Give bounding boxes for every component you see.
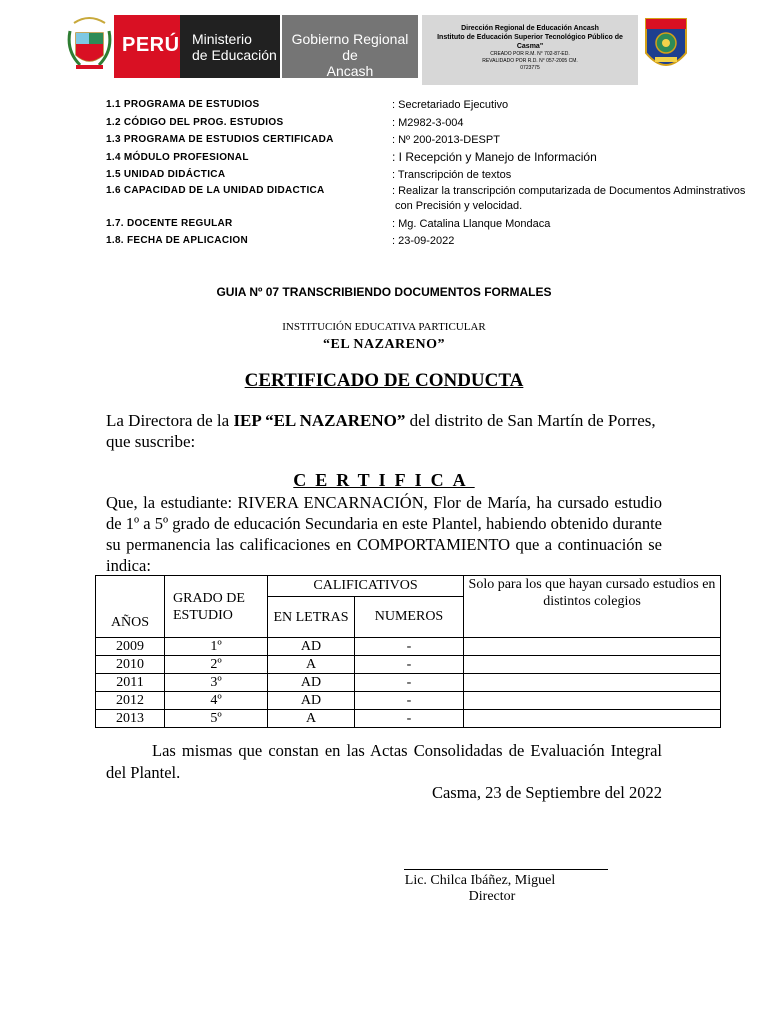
info-value: : Nº 200-2013-DESPT: [392, 134, 500, 146]
cell-note: [464, 710, 721, 728]
creado-line: CREADO POR R.M. N° 702-87-ED.: [490, 51, 570, 57]
header-calificativos: CALIFICATIVOS: [268, 576, 464, 597]
cell-letters: AD: [268, 692, 355, 710]
cell-letters: AD: [268, 674, 355, 692]
header-solo: Solo para los que hayan cursado estudios en distintos colegios: [464, 576, 721, 638]
cell-grade: 3º: [165, 674, 268, 692]
table-row: [96, 638, 721, 656]
direccion-regional: Dirección Regional de Educación Ancash: [461, 25, 599, 32]
table-header-row: [96, 576, 721, 597]
cell-year: 2009: [96, 638, 165, 656]
ministry-label-box: [180, 15, 280, 78]
cell-grade: 5º: [165, 710, 268, 728]
info-label: 1.4 MÓDULO PROFESIONAL: [106, 152, 249, 163]
instituto-name: Instituto de Educación Superior Tecnológico Público de Casma": [437, 34, 623, 50]
institution-type: INSTITUCIÓN EDUCATIVA PARTICULAR: [282, 321, 486, 333]
info-value: : I Recepción y Manejo de Información: [392, 150, 597, 164]
peru-coat-of-arms-icon: [66, 15, 113, 78]
gob-line2: Ancash: [326, 63, 374, 79]
info-value: : 23-09-2022: [392, 235, 455, 247]
info-label: 1.8. FECHA DE APLICACION: [106, 235, 249, 246]
cell-letters: AD: [268, 638, 355, 656]
cell-number: -: [355, 638, 464, 656]
cell-year: 2010: [96, 656, 165, 674]
cell-note: [464, 692, 721, 710]
cell-year: 2012: [96, 692, 165, 710]
intro-bold: IEP “EL NAZARENO”: [233, 411, 406, 430]
table-row: [96, 710, 721, 728]
table-row: [96, 674, 721, 692]
info-value: : Mg. Catalina Llanque Mondaca: [392, 218, 551, 230]
intro-post: del distrito de San Martín de Porres, que suscribe:: [106, 411, 656, 451]
cell-letters: A: [268, 710, 355, 728]
cell-grade: 4º: [165, 692, 268, 710]
intro-paragraph: [106, 410, 666, 452]
closing-paragraph: Las mismas que constan en las Actas Consolidadas de Evaluación Integral del Plantel.: [106, 741, 662, 782]
institute-info-box: [422, 15, 638, 85]
cell-note: [464, 638, 721, 656]
place-date: Casma, 23 de Septiembre del 2022: [431, 783, 662, 802]
header-anos: AÑOS: [96, 576, 165, 638]
header-en-letras: EN LETRAS: [268, 597, 355, 638]
cell-note: [464, 656, 721, 674]
peru-label: PERÚ: [122, 34, 180, 56]
signer-name: Lic. Chilca Ibáñez, Miguel: [404, 873, 556, 888]
cell-grade: 2º: [165, 656, 268, 674]
cell-number: -: [355, 710, 464, 728]
revalidado-line: REVALIDADO POR R.D. N° 057-2005 CM.: [482, 58, 578, 64]
table-row: [96, 692, 721, 710]
table-row: [96, 656, 721, 674]
cell-letters: A: [268, 656, 355, 674]
header-banner: [66, 15, 686, 85]
header-grado: GRADO DE ESTUDIO: [165, 576, 268, 638]
cell-year: 2013: [96, 710, 165, 728]
info-label: 1.1 PROGRAMA DE ESTUDIOS: [106, 99, 260, 110]
cell-number: -: [355, 692, 464, 710]
institution-name: “EL NAZARENO”: [322, 337, 446, 352]
cell-note: [464, 674, 721, 692]
signature-line: [404, 869, 608, 870]
info-value: : Realizar la transcripción computarizada de Documentos Adminstrativos: [392, 185, 746, 197]
intro-pre: La Directora de la: [106, 411, 234, 430]
cell-year: 2011: [96, 674, 165, 692]
info-value: : Transcripción de textos: [392, 169, 512, 181]
cell-number: -: [355, 674, 464, 692]
ministry-line2: de Educación: [192, 47, 277, 63]
gob-line1: Gobierno Regional de: [291, 31, 409, 63]
signer-role: Director: [468, 889, 516, 904]
regional-gov-label-box: [282, 15, 418, 78]
info-value: : Secretariado Ejecutivo: [392, 99, 509, 111]
cell-grade: 1º: [165, 638, 268, 656]
guia-title: GUIA Nº 07 TRANSCRIBIENDO DOCUMENTOS FORMALES: [216, 285, 552, 299]
institute-shield-logo: [643, 13, 689, 79]
certificate-title: CERTIFICADO DE CONDUCTA: [244, 370, 524, 391]
info-label: 1.6 CAPACIDAD DE LA UNIDAD DIDACTICA: [106, 185, 325, 196]
info-label: 1.2 CÓDIGO DEL PROG. ESTUDIOS: [106, 117, 284, 128]
certifica-heading: CERTIFICA: [293, 470, 475, 490]
cell-number: -: [355, 656, 464, 674]
codigo-line: 0723775: [520, 65, 540, 71]
info-label: 1.3 PROGRAMA DE ESTUDIOS CERTIFICADA: [106, 134, 334, 145]
header-numeros: NUMEROS: [355, 597, 464, 638]
info-value: : M2982-3-004: [392, 117, 464, 129]
info-value-cont: con Precisión y velocidad.: [395, 200, 523, 212]
info-label: 1.5 UNIDAD DIDÁCTICA: [106, 169, 226, 180]
body-paragraph: Que, la estudiante: RIVERA ENCARNACIÓN, Flor de María, ha cursado estudio de 1º a 5º grado de educación Secundaria en este Plantel, habiendo obtenido durante su permanencia las calificaciones en COMPORTAMIENTO que a continuación se indica:: [106, 493, 662, 575]
conduct-table: [95, 575, 721, 728]
info-label: 1.7. DOCENTE REGULAR: [106, 218, 233, 229]
peru-label-box: [114, 15, 180, 78]
ministry-line1: Ministerio: [192, 31, 252, 47]
